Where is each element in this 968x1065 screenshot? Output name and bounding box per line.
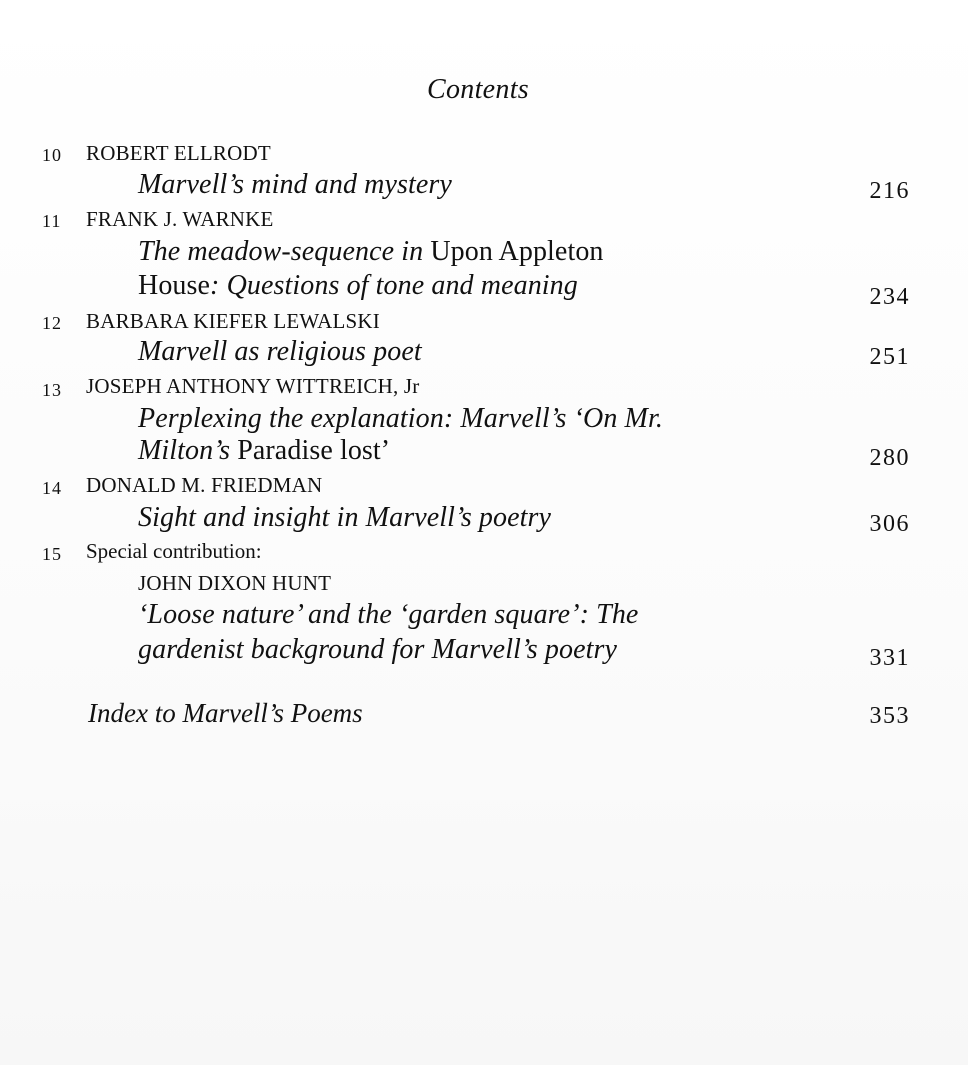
chapter-title: Marvell as religious poet (138, 336, 422, 367)
chapter-author: BARBARA KIEFER LEWALSKI (86, 309, 380, 333)
chapter-number: 14 (42, 478, 62, 498)
chapter-title-italic: Milton’s (138, 435, 238, 466)
chapter-author: FRANK J. WARNKE (86, 207, 274, 231)
chapter-author: JOSEPH ANTHONY WITTREICH, Jr (86, 374, 420, 398)
chapter-number: 11 (42, 211, 62, 231)
special-contribution-label: Special contribution: (86, 539, 262, 563)
chapter-title-work-name: Upon Appleton (430, 236, 604, 267)
chapter-author: DONALD M. FRIEDMAN (86, 473, 323, 497)
page-title: Contents (427, 74, 529, 105)
chapter-page-number: 234 (869, 284, 910, 310)
chapter-page-number: 280 (869, 445, 910, 471)
chapter-page-number: 331 (869, 645, 910, 671)
chapter-author: JOHN DIXON HUNT (138, 571, 332, 595)
chapter-title-line-1: ‘Loose nature’ and the ‘garden square’: The (138, 599, 639, 630)
chapter-title: Marvell’s mind and mystery (138, 169, 452, 200)
chapter-title-italic: The meadow-sequence in (138, 236, 431, 267)
index-title: Index to Marvell’s Poems (88, 698, 363, 728)
chapter-title-line-1 (138, 236, 604, 268)
chapter-page-number: 306 (869, 511, 910, 537)
chapter-title-line-2 (138, 435, 390, 467)
chapter-title-line-1: Perplexing the explanation: Marvell’s ‘On Mr. (138, 403, 663, 434)
chapter-page-number: 216 (869, 178, 910, 204)
chapter-title-line-2: gardenist background for Marvell’s poetry (138, 634, 618, 665)
chapter-number: 10 (42, 145, 62, 165)
chapter-title: Sight and insight in Marvell’s poetry (138, 502, 552, 533)
index-page-number: 353 (869, 703, 910, 729)
chapter-page-number: 251 (869, 344, 910, 370)
chapter-number: 15 (42, 544, 62, 564)
chapter-title-work-name: Paradise lost’ (237, 435, 391, 466)
chapter-title-line-2 (138, 270, 578, 302)
chapter-number: 12 (42, 313, 62, 333)
chapter-title-work-name: House (138, 270, 211, 301)
chapter-author: ROBERT ELLRODT (86, 141, 271, 165)
chapter-title-italic: : Questions of tone and meaning (210, 270, 578, 301)
chapter-number: 13 (42, 380, 62, 400)
